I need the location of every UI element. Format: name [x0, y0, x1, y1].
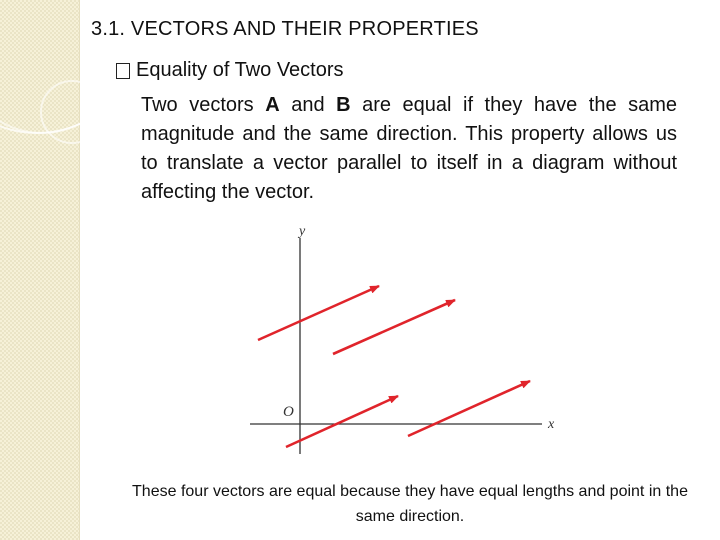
bullet-box-icon — [116, 63, 130, 79]
vector-arrow — [286, 396, 398, 447]
body-paragraph — [141, 91, 677, 207]
vector-b-label: B — [336, 94, 351, 116]
bullet-heading-text: Equality of Two Vectors — [136, 59, 344, 81]
slide-title: 3.1. VECTORS AND THEIR PROPERTIES — [91, 18, 479, 40]
x-axis-label: x — [548, 417, 555, 432]
decorative-side-band — [0, 0, 80, 540]
bullet-heading — [116, 59, 344, 82]
vector-arrow — [333, 300, 455, 354]
vector-diagram — [240, 218, 570, 458]
y-axis-label: y — [299, 224, 306, 239]
paragraph-text-rest: are equal if they have the same magnitude and the same direction. This property allows us to translate a vector parallel to itself in a diagram without affecting the vector. — [141, 94, 678, 203]
decorative-ring — [40, 80, 104, 144]
vector-a-label: A — [265, 94, 280, 116]
origin-label: O — [283, 404, 294, 420]
vector-arrow — [258, 286, 379, 340]
vector-arrow — [408, 381, 530, 436]
figure-caption: These four vectors are equal because they have equal lengths and point in the same direction. — [132, 483, 688, 525]
paragraph-text-and: and — [279, 94, 337, 116]
paragraph-text-start: Two vectors — [141, 94, 266, 116]
